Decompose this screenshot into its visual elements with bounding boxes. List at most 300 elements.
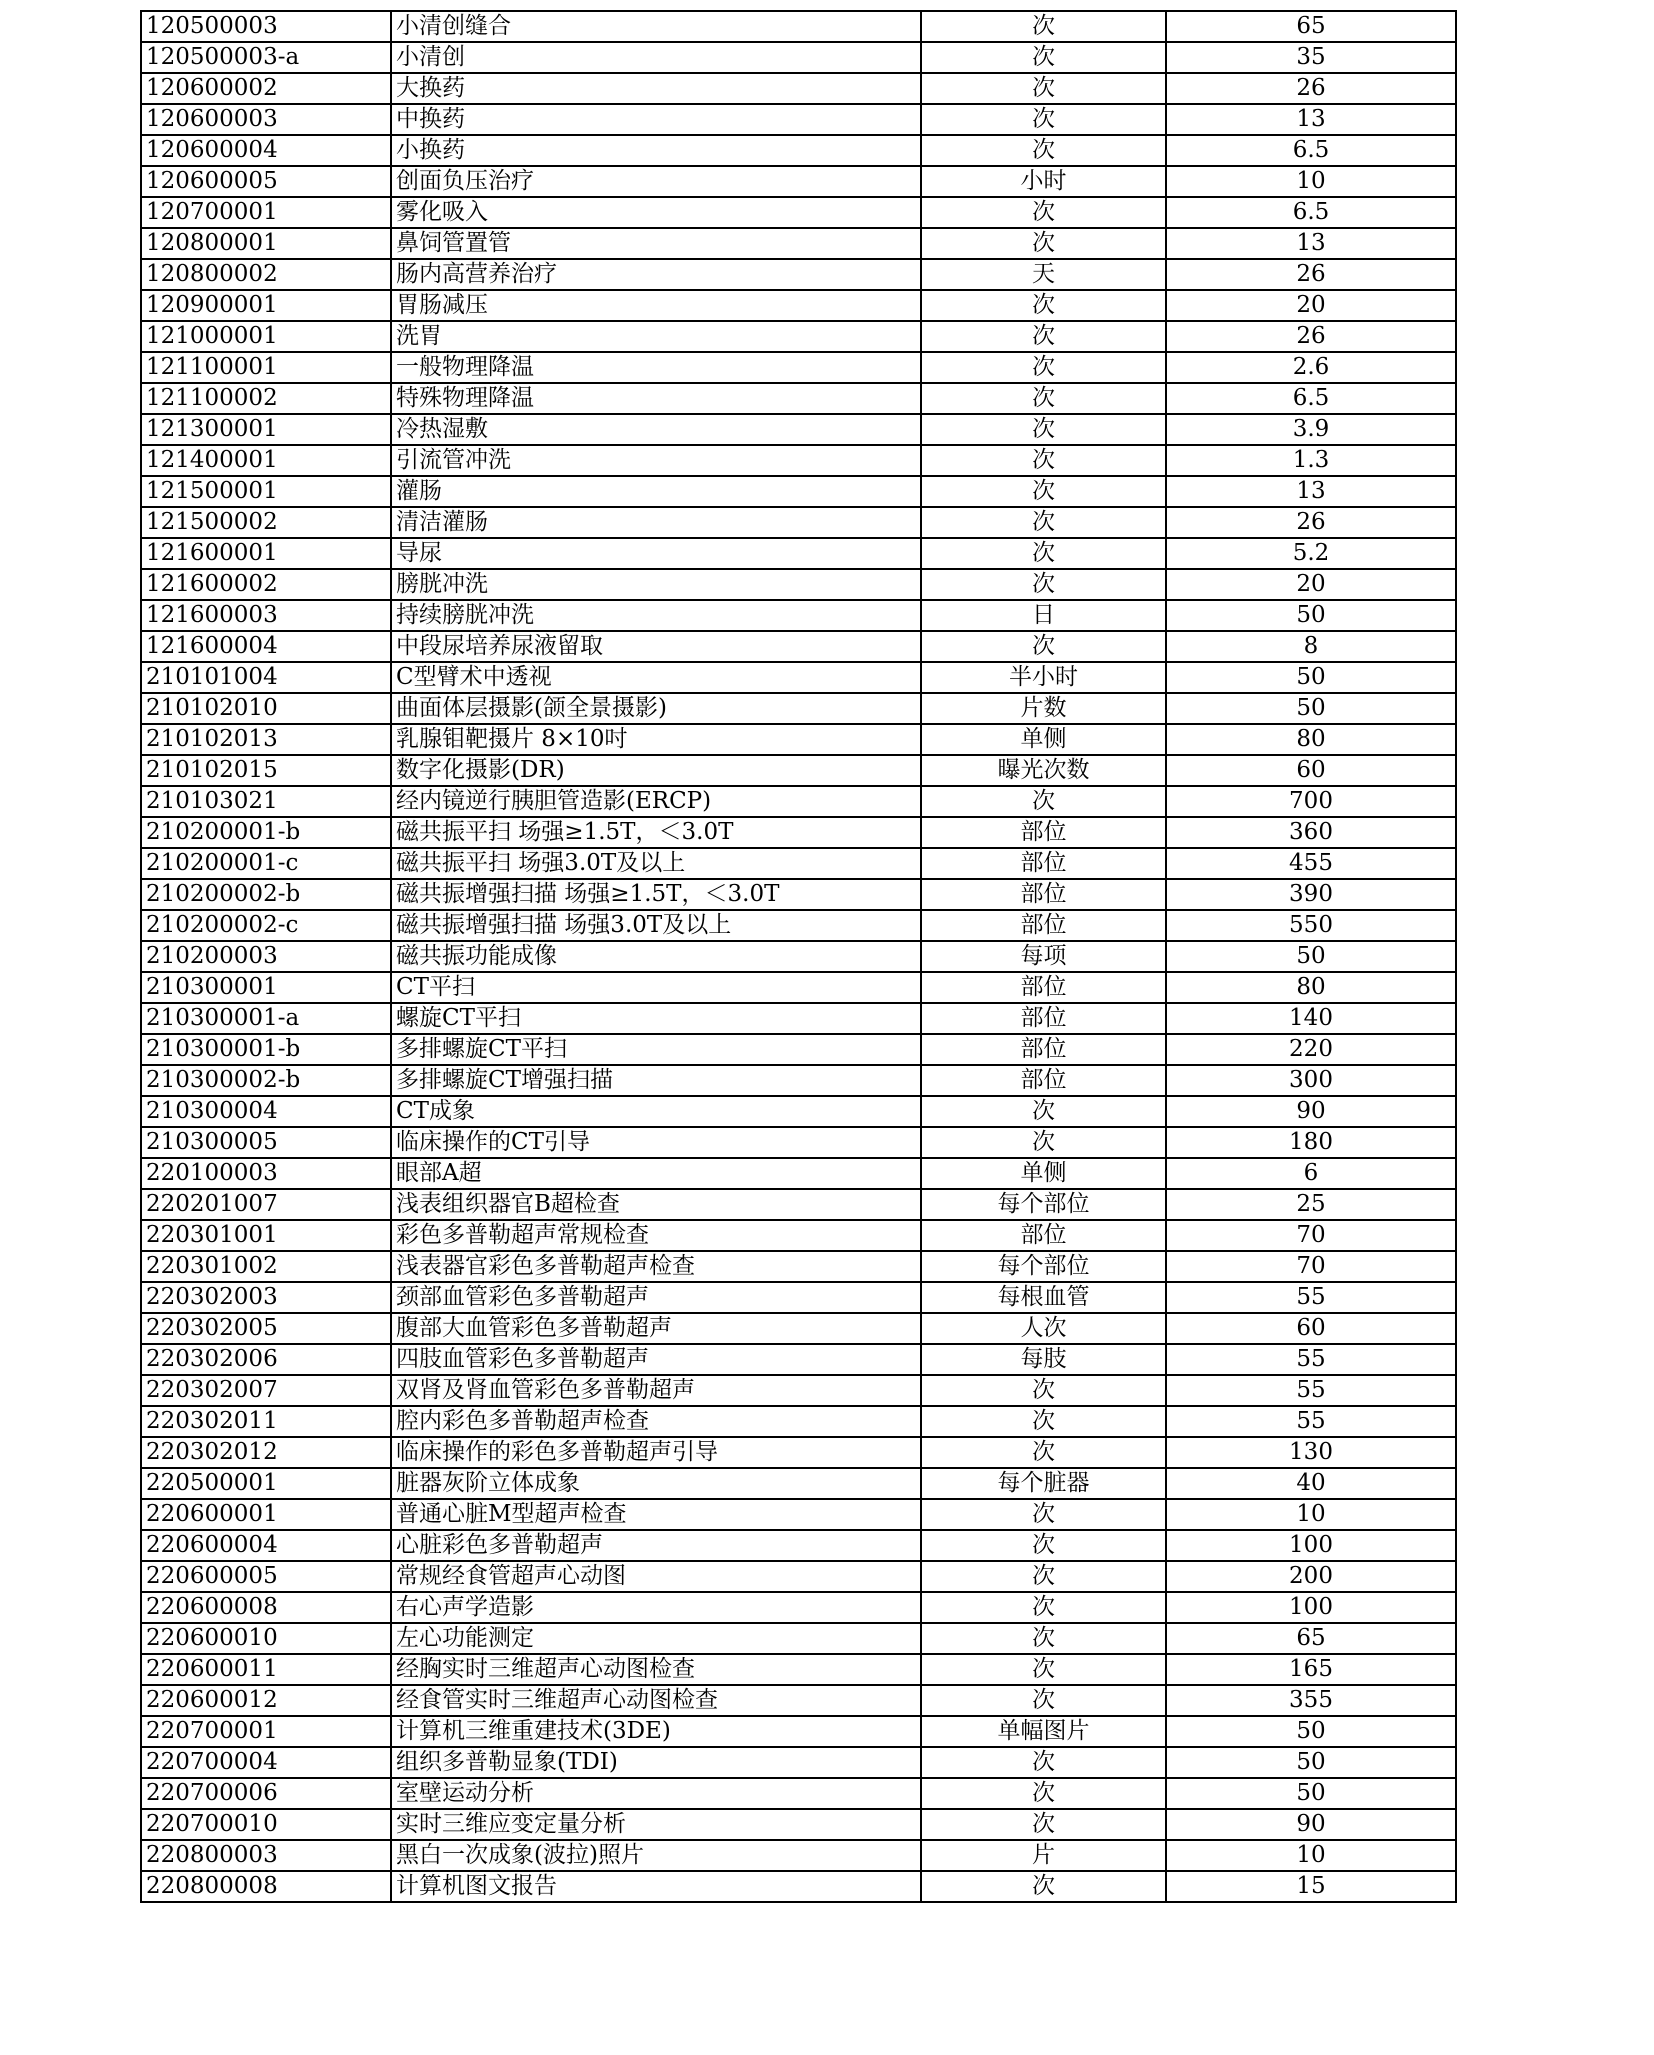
unit-cell: 次 xyxy=(921,1530,1166,1561)
item-code-cell: 210300001 xyxy=(141,972,391,1003)
table-row xyxy=(141,1344,1456,1375)
table-row xyxy=(141,104,1456,135)
item-code-cell: 120600005 xyxy=(141,166,391,197)
item-name-cell: 经食管实时三维超声心动图检查 xyxy=(391,1685,921,1716)
price-cell: 90 xyxy=(1166,1809,1456,1840)
table-row xyxy=(141,1158,1456,1189)
item-name-cell: 雾化吸入 xyxy=(391,197,921,228)
price-cell: 100 xyxy=(1166,1530,1456,1561)
table-row xyxy=(141,476,1456,507)
table-row xyxy=(141,1251,1456,1282)
item-code-cell: 210200002-b xyxy=(141,879,391,910)
item-name-cell: 持续膀胱冲洗 xyxy=(391,600,921,631)
table-row xyxy=(141,631,1456,662)
unit-cell: 半小时 xyxy=(921,662,1166,693)
price-cell: 355 xyxy=(1166,1685,1456,1716)
item-code-cell: 210200002-c xyxy=(141,910,391,941)
item-code-cell: 220302007 xyxy=(141,1375,391,1406)
price-cell: 8 xyxy=(1166,631,1456,662)
price-cell: 100 xyxy=(1166,1592,1456,1623)
item-name-cell: 腹部大血管彩色多普勒超声 xyxy=(391,1313,921,1344)
item-name-cell: 磁共振平扫 场强≥1.5T，＜3.0T xyxy=(391,817,921,848)
unit-cell: 次 xyxy=(921,1437,1166,1468)
item-code-cell: 220700006 xyxy=(141,1778,391,1809)
price-cell: 35 xyxy=(1166,42,1456,73)
unit-cell: 日 xyxy=(921,600,1166,631)
item-code-cell: 220500001 xyxy=(141,1468,391,1499)
table-row xyxy=(141,848,1456,879)
item-name-cell: 磁共振功能成像 xyxy=(391,941,921,972)
table-row xyxy=(141,135,1456,166)
unit-cell: 次 xyxy=(921,569,1166,600)
unit-cell: 次 xyxy=(921,786,1166,817)
table-row xyxy=(141,1437,1456,1468)
price-cell: 6 xyxy=(1166,1158,1456,1189)
price-cell: 26 xyxy=(1166,321,1456,352)
item-name-cell: 多排螺旋CT增强扫描 xyxy=(391,1065,921,1096)
table-row xyxy=(141,1468,1456,1499)
unit-cell: 次 xyxy=(921,1499,1166,1530)
item-code-cell: 120600002 xyxy=(141,73,391,104)
item-code-cell: 220700004 xyxy=(141,1747,391,1778)
table-row xyxy=(141,1840,1456,1871)
item-code-cell: 210300001-b xyxy=(141,1034,391,1065)
item-name-cell: 经内镜逆行胰胆管造影(ERCP) xyxy=(391,786,921,817)
unit-cell: 每根血管 xyxy=(921,1282,1166,1313)
item-code-cell: 220700010 xyxy=(141,1809,391,1840)
unit-cell: 次 xyxy=(921,538,1166,569)
item-name-cell: 黑白一次成象(波拉)照片 xyxy=(391,1840,921,1871)
price-cell: 6.5 xyxy=(1166,135,1456,166)
table-row xyxy=(141,693,1456,724)
item-name-cell: CT成象 xyxy=(391,1096,921,1127)
item-code-cell: 120900001 xyxy=(141,290,391,321)
unit-cell: 小时 xyxy=(921,166,1166,197)
unit-cell: 次 xyxy=(921,42,1166,73)
table-row xyxy=(141,42,1456,73)
item-name-cell: 冷热湿敷 xyxy=(391,414,921,445)
price-cell: 10 xyxy=(1166,1840,1456,1871)
price-cell: 6.5 xyxy=(1166,197,1456,228)
item-name-cell: 灌肠 xyxy=(391,476,921,507)
table-row xyxy=(141,1716,1456,1747)
table-row xyxy=(141,1406,1456,1437)
price-cell: 60 xyxy=(1166,1313,1456,1344)
item-name-cell: 右心声学造影 xyxy=(391,1592,921,1623)
price-cell: 180 xyxy=(1166,1127,1456,1158)
price-cell: 390 xyxy=(1166,879,1456,910)
item-code-cell: 120500003-a xyxy=(141,42,391,73)
item-code-cell: 121000001 xyxy=(141,321,391,352)
item-name-cell: 一般物理降温 xyxy=(391,352,921,383)
price-cell: 10 xyxy=(1166,166,1456,197)
unit-cell: 片 xyxy=(921,1840,1166,1871)
item-name-cell: 创面负压治疗 xyxy=(391,166,921,197)
item-name-cell: 浅表器官彩色多普勒超声检查 xyxy=(391,1251,921,1282)
unit-cell: 次 xyxy=(921,1592,1166,1623)
price-cell: 26 xyxy=(1166,507,1456,538)
item-name-cell: 颈部血管彩色多普勒超声 xyxy=(391,1282,921,1313)
table-row xyxy=(141,1499,1456,1530)
item-name-cell: 室壁运动分析 xyxy=(391,1778,921,1809)
price-cell: 70 xyxy=(1166,1251,1456,1282)
price-cell: 13 xyxy=(1166,104,1456,135)
item-code-cell: 121100001 xyxy=(141,352,391,383)
item-name-cell: CT平扫 xyxy=(391,972,921,1003)
price-cell: 165 xyxy=(1166,1654,1456,1685)
table-row xyxy=(141,321,1456,352)
unit-cell: 部位 xyxy=(921,910,1166,941)
item-name-cell: 引流管冲洗 xyxy=(391,445,921,476)
table-row xyxy=(141,817,1456,848)
table-row xyxy=(141,1592,1456,1623)
item-name-cell: 小换药 xyxy=(391,135,921,166)
unit-cell: 次 xyxy=(921,1809,1166,1840)
table-row xyxy=(141,1778,1456,1809)
price-cell: 5.2 xyxy=(1166,538,1456,569)
item-name-cell: 临床操作的CT引导 xyxy=(391,1127,921,1158)
unit-cell: 次 xyxy=(921,135,1166,166)
item-code-cell: 220302012 xyxy=(141,1437,391,1468)
item-code-cell: 121300001 xyxy=(141,414,391,445)
price-cell: 70 xyxy=(1166,1220,1456,1251)
price-cell: 130 xyxy=(1166,1437,1456,1468)
unit-cell: 每个部位 xyxy=(921,1189,1166,1220)
price-cell: 360 xyxy=(1166,817,1456,848)
item-name-cell: 鼻饲管置管 xyxy=(391,228,921,259)
item-name-cell: 常规经食管超声心动图 xyxy=(391,1561,921,1592)
item-name-cell: 计算机图文报告 xyxy=(391,1871,921,1902)
item-name-cell: 磁共振平扫 场强3.0T及以上 xyxy=(391,848,921,879)
item-code-cell: 121500001 xyxy=(141,476,391,507)
table-row xyxy=(141,1065,1456,1096)
item-code-cell: 210300004 xyxy=(141,1096,391,1127)
item-name-cell: 浅表组织器官B超检查 xyxy=(391,1189,921,1220)
item-code-cell: 121100002 xyxy=(141,383,391,414)
price-cell: 220 xyxy=(1166,1034,1456,1065)
price-cell: 80 xyxy=(1166,724,1456,755)
unit-cell: 次 xyxy=(921,445,1166,476)
unit-cell: 次 xyxy=(921,476,1166,507)
item-code-cell: 210200003 xyxy=(141,941,391,972)
unit-cell: 每个脏器 xyxy=(921,1468,1166,1499)
price-cell: 300 xyxy=(1166,1065,1456,1096)
item-code-cell: 121400001 xyxy=(141,445,391,476)
item-code-cell: 121600002 xyxy=(141,569,391,600)
table-row xyxy=(141,600,1456,631)
item-name-cell: 腔内彩色多普勒超声检查 xyxy=(391,1406,921,1437)
price-cell: 25 xyxy=(1166,1189,1456,1220)
item-name-cell: 磁共振增强扫描 场强≥1.5T，＜3.0T xyxy=(391,879,921,910)
item-code-cell: 121600003 xyxy=(141,600,391,631)
item-code-cell: 120800001 xyxy=(141,228,391,259)
unit-cell: 次 xyxy=(921,1406,1166,1437)
table-row xyxy=(141,910,1456,941)
unit-cell: 次 xyxy=(921,1778,1166,1809)
item-name-cell: 临床操作的彩色多普勒超声引导 xyxy=(391,1437,921,1468)
table-row xyxy=(141,1003,1456,1034)
price-cell: 200 xyxy=(1166,1561,1456,1592)
table-row xyxy=(141,383,1456,414)
unit-cell: 次 xyxy=(921,383,1166,414)
item-name-cell: 曲面体层摄影(颌全景摄影) xyxy=(391,693,921,724)
item-name-cell: 彩色多普勒超声常规检查 xyxy=(391,1220,921,1251)
table-row xyxy=(141,1096,1456,1127)
item-name-cell: 左心功能测定 xyxy=(391,1623,921,1654)
unit-cell: 次 xyxy=(921,414,1166,445)
unit-cell: 次 xyxy=(921,1623,1166,1654)
table-row xyxy=(141,507,1456,538)
item-name-cell: 数字化摄影(DR) xyxy=(391,755,921,786)
table-row xyxy=(141,1127,1456,1158)
unit-cell: 次 xyxy=(921,1127,1166,1158)
price-cell: 3.9 xyxy=(1166,414,1456,445)
item-code-cell: 220800003 xyxy=(141,1840,391,1871)
table-row xyxy=(141,879,1456,910)
item-code-cell: 210103021 xyxy=(141,786,391,817)
price-cell: 13 xyxy=(1166,228,1456,259)
price-cell: 50 xyxy=(1166,600,1456,631)
price-cell: 140 xyxy=(1166,1003,1456,1034)
table-row xyxy=(141,352,1456,383)
table-row xyxy=(141,445,1456,476)
table-row xyxy=(141,1747,1456,1778)
unit-cell: 片数 xyxy=(921,693,1166,724)
table-row xyxy=(141,662,1456,693)
item-code-cell: 220600005 xyxy=(141,1561,391,1592)
table-row xyxy=(141,755,1456,786)
item-code-cell: 220700001 xyxy=(141,1716,391,1747)
item-name-cell: 双肾及肾血管彩色多普勒超声 xyxy=(391,1375,921,1406)
item-name-cell: 小清创缝合 xyxy=(391,11,921,42)
unit-cell: 部位 xyxy=(921,1065,1166,1096)
price-cell: 50 xyxy=(1166,941,1456,972)
item-code-cell: 220600011 xyxy=(141,1654,391,1685)
price-cell: 50 xyxy=(1166,1747,1456,1778)
item-name-cell: 计算机三维重建技术(3DE) xyxy=(391,1716,921,1747)
unit-cell: 天 xyxy=(921,259,1166,290)
unit-cell: 次 xyxy=(921,1871,1166,1902)
price-cell: 6.5 xyxy=(1166,383,1456,414)
unit-cell: 部位 xyxy=(921,1003,1166,1034)
unit-cell: 部位 xyxy=(921,848,1166,879)
item-code-cell: 120600004 xyxy=(141,135,391,166)
item-name-cell: 实时三维应变定量分析 xyxy=(391,1809,921,1840)
item-name-cell: 磁共振增强扫描 场强3.0T及以上 xyxy=(391,910,921,941)
price-cell: 1.3 xyxy=(1166,445,1456,476)
price-cell: 55 xyxy=(1166,1344,1456,1375)
table-row xyxy=(141,724,1456,755)
price-cell: 15 xyxy=(1166,1871,1456,1902)
price-cell: 80 xyxy=(1166,972,1456,1003)
table-row xyxy=(141,1375,1456,1406)
fee-schedule-body xyxy=(141,11,1456,1902)
unit-cell: 次 xyxy=(921,1561,1166,1592)
unit-cell: 每肢 xyxy=(921,1344,1166,1375)
item-code-cell: 210300005 xyxy=(141,1127,391,1158)
price-cell: 550 xyxy=(1166,910,1456,941)
item-code-cell: 220302005 xyxy=(141,1313,391,1344)
item-code-cell: 220600010 xyxy=(141,1623,391,1654)
unit-cell: 部位 xyxy=(921,817,1166,848)
unit-cell: 次 xyxy=(921,1747,1166,1778)
table-row xyxy=(141,786,1456,817)
item-code-cell: 210300001-a xyxy=(141,1003,391,1034)
item-name-cell: 清洁灌肠 xyxy=(391,507,921,538)
price-cell: 90 xyxy=(1166,1096,1456,1127)
item-code-cell: 120800002 xyxy=(141,259,391,290)
item-code-cell: 210200001-c xyxy=(141,848,391,879)
price-cell: 50 xyxy=(1166,662,1456,693)
price-cell: 60 xyxy=(1166,755,1456,786)
item-name-cell: 导尿 xyxy=(391,538,921,569)
table-row xyxy=(141,414,1456,445)
item-code-cell: 220800008 xyxy=(141,1871,391,1902)
table-row xyxy=(141,1623,1456,1654)
table-row xyxy=(141,228,1456,259)
item-name-cell: 中段尿培养尿液留取 xyxy=(391,631,921,662)
item-name-cell: 经胸实时三维超声心动图检查 xyxy=(391,1654,921,1685)
unit-cell: 单幅图片 xyxy=(921,1716,1166,1747)
item-code-cell: 120700001 xyxy=(141,197,391,228)
table-row xyxy=(141,569,1456,600)
price-cell: 700 xyxy=(1166,786,1456,817)
item-name-cell: 肠内高营养治疗 xyxy=(391,259,921,290)
table-row xyxy=(141,1189,1456,1220)
price-cell: 455 xyxy=(1166,848,1456,879)
unit-cell: 次 xyxy=(921,352,1166,383)
unit-cell: 部位 xyxy=(921,879,1166,910)
item-name-cell: 螺旋CT平扫 xyxy=(391,1003,921,1034)
item-code-cell: 220301001 xyxy=(141,1220,391,1251)
item-code-cell: 210102013 xyxy=(141,724,391,755)
price-cell: 55 xyxy=(1166,1282,1456,1313)
item-code-cell: 220302003 xyxy=(141,1282,391,1313)
table-row xyxy=(141,538,1456,569)
item-code-cell: 210101004 xyxy=(141,662,391,693)
item-code-cell: 220600004 xyxy=(141,1530,391,1561)
item-code-cell: 121600004 xyxy=(141,631,391,662)
item-name-cell: C型臂术中透视 xyxy=(391,662,921,693)
unit-cell: 次 xyxy=(921,197,1166,228)
item-code-cell: 120600003 xyxy=(141,104,391,135)
unit-cell: 次 xyxy=(921,11,1166,42)
item-code-cell: 210200001-b xyxy=(141,817,391,848)
item-code-cell: 220201007 xyxy=(141,1189,391,1220)
table-row xyxy=(141,197,1456,228)
unit-cell: 次 xyxy=(921,290,1166,321)
item-code-cell: 220301002 xyxy=(141,1251,391,1282)
table-row xyxy=(141,1871,1456,1902)
unit-cell: 次 xyxy=(921,73,1166,104)
table-row xyxy=(141,290,1456,321)
table-row xyxy=(141,1809,1456,1840)
item-name-cell: 四肢血管彩色多普勒超声 xyxy=(391,1344,921,1375)
unit-cell: 部位 xyxy=(921,972,1166,1003)
item-name-cell: 大换药 xyxy=(391,73,921,104)
item-name-cell: 脏器灰阶立体成象 xyxy=(391,1468,921,1499)
unit-cell: 次 xyxy=(921,321,1166,352)
item-code-cell: 220600001 xyxy=(141,1499,391,1530)
price-cell: 20 xyxy=(1166,569,1456,600)
price-cell: 50 xyxy=(1166,1716,1456,1747)
price-cell: 50 xyxy=(1166,693,1456,724)
item-name-cell: 普通心脏M型超声检查 xyxy=(391,1499,921,1530)
table-row xyxy=(141,1282,1456,1313)
item-code-cell: 220302006 xyxy=(141,1344,391,1375)
price-cell: 26 xyxy=(1166,259,1456,290)
price-cell: 26 xyxy=(1166,73,1456,104)
item-name-cell: 眼部A超 xyxy=(391,1158,921,1189)
item-code-cell: 210102015 xyxy=(141,755,391,786)
table-row xyxy=(141,1220,1456,1251)
unit-cell: 每项 xyxy=(921,941,1166,972)
price-cell: 50 xyxy=(1166,1778,1456,1809)
table-row xyxy=(141,972,1456,1003)
table-row xyxy=(141,1530,1456,1561)
price-cell: 65 xyxy=(1166,11,1456,42)
item-name-cell: 多排螺旋CT平扫 xyxy=(391,1034,921,1065)
item-code-cell: 121500002 xyxy=(141,507,391,538)
table-row xyxy=(141,1685,1456,1716)
item-code-cell: 120500003 xyxy=(141,11,391,42)
price-cell: 65 xyxy=(1166,1623,1456,1654)
table-row xyxy=(141,941,1456,972)
unit-cell: 次 xyxy=(921,1685,1166,1716)
table-row xyxy=(141,11,1456,42)
item-name-cell: 小清创 xyxy=(391,42,921,73)
price-cell: 2.6 xyxy=(1166,352,1456,383)
table-row xyxy=(141,166,1456,197)
item-name-cell: 心脏彩色多普勒超声 xyxy=(391,1530,921,1561)
item-name-cell: 洗胃 xyxy=(391,321,921,352)
unit-cell: 次 xyxy=(921,1096,1166,1127)
item-name-cell: 特殊物理降温 xyxy=(391,383,921,414)
item-code-cell: 220600012 xyxy=(141,1685,391,1716)
item-code-cell: 210102010 xyxy=(141,693,391,724)
item-code-cell: 220302011 xyxy=(141,1406,391,1437)
item-name-cell: 膀胱冲洗 xyxy=(391,569,921,600)
table-row xyxy=(141,1561,1456,1592)
item-code-cell: 220600008 xyxy=(141,1592,391,1623)
price-cell: 40 xyxy=(1166,1468,1456,1499)
unit-cell: 次 xyxy=(921,104,1166,135)
fee-schedule-table xyxy=(140,10,1457,1903)
table-row xyxy=(141,73,1456,104)
price-cell: 20 xyxy=(1166,290,1456,321)
item-code-cell: 121600001 xyxy=(141,538,391,569)
price-cell: 13 xyxy=(1166,476,1456,507)
table-row xyxy=(141,1654,1456,1685)
unit-cell: 每个部位 xyxy=(921,1251,1166,1282)
unit-cell: 部位 xyxy=(921,1034,1166,1065)
unit-cell: 次 xyxy=(921,1654,1166,1685)
unit-cell: 单侧 xyxy=(921,724,1166,755)
item-code-cell: 210300002-b xyxy=(141,1065,391,1096)
unit-cell: 次 xyxy=(921,507,1166,538)
item-name-cell: 组织多普勒显象(TDI) xyxy=(391,1747,921,1778)
item-name-cell: 中换药 xyxy=(391,104,921,135)
price-cell: 55 xyxy=(1166,1375,1456,1406)
item-name-cell: 乳腺钼靶摄片 8×10吋 xyxy=(391,724,921,755)
price-cell: 10 xyxy=(1166,1499,1456,1530)
table-row xyxy=(141,1313,1456,1344)
table-row xyxy=(141,1034,1456,1065)
fee-schedule-page xyxy=(140,10,1455,1903)
item-code-cell: 220100003 xyxy=(141,1158,391,1189)
price-cell: 55 xyxy=(1166,1406,1456,1437)
unit-cell: 次 xyxy=(921,228,1166,259)
